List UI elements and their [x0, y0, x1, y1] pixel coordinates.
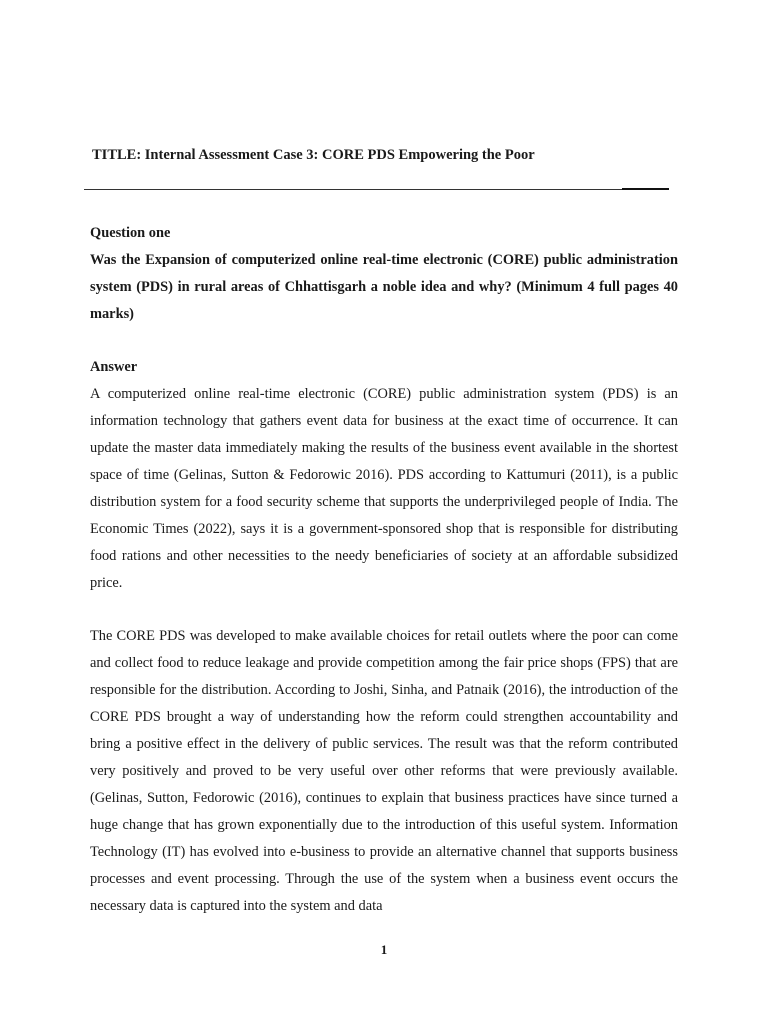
question-text: Was the Expansion of computerized online real-time electronic (CORE) public administration system (PDS) in rural areas of Chhattisgarh a noble idea and why? (Minimum 4 full pages 40 marks): [90, 252, 678, 322]
spacer: [90, 597, 678, 623]
title-divider: [84, 189, 669, 190]
page-number: 1: [380, 942, 388, 957]
answer-paragraph-1: A computerized online real-time electronic (CORE) public administration system (PDS) is an information technology that gathers event data for business at the exact time of occurrence. It can update the master data immediately making the results of the business event available in the shortest space of time (Gelinas, Sutton & Fedorowic 2016). PDS according to Kattumuri (2011), is a public distribution system for a food security scheme that supports the underprivileged people of India. The Economic Times (2022), says it is a government-sponsored shop that is responsible for distributing food rations and other necessities to the needy beneficiaries of society at an affordable subsidized price.: [90, 386, 678, 591]
answer-paragraph-2: The CORE PDS was developed to make available choices for retail outlets where the poor can come and collect food to reduce leakage and provide competition among the fair price shops (FPS) that are responsible for the distribution. According to Joshi, Sinha, and Patnaik (2016), the introduction of the CORE PDS brought a way of understanding how the reform could strengthen accountability and bring a positive effect in the delivery of public services. The result was that the reform contributed very positively and proved to be very useful over other reforms that were previously available. (Gelinas, Sutton, Fedorowic (2016), continues to explain that business practices have since turned a huge change that has grown exponentially due to the introduction of this useful system. Information Technology (IT) has evolved into e-business to provide an alternative channel that supports business processes and event processing. Through the use of the system when a business event occurs the necessary data is captured into the system and data: [90, 628, 678, 914]
answer-heading: Answer: [90, 359, 138, 375]
document-body: [90, 220, 678, 920]
title-divider-accent: [622, 188, 669, 190]
question-heading: Question one: [90, 225, 171, 241]
spacer: [90, 328, 678, 354]
document-title: TITLE: Internal Assessment Case 3: CORE PDS Empowering the Poor: [92, 147, 535, 163]
